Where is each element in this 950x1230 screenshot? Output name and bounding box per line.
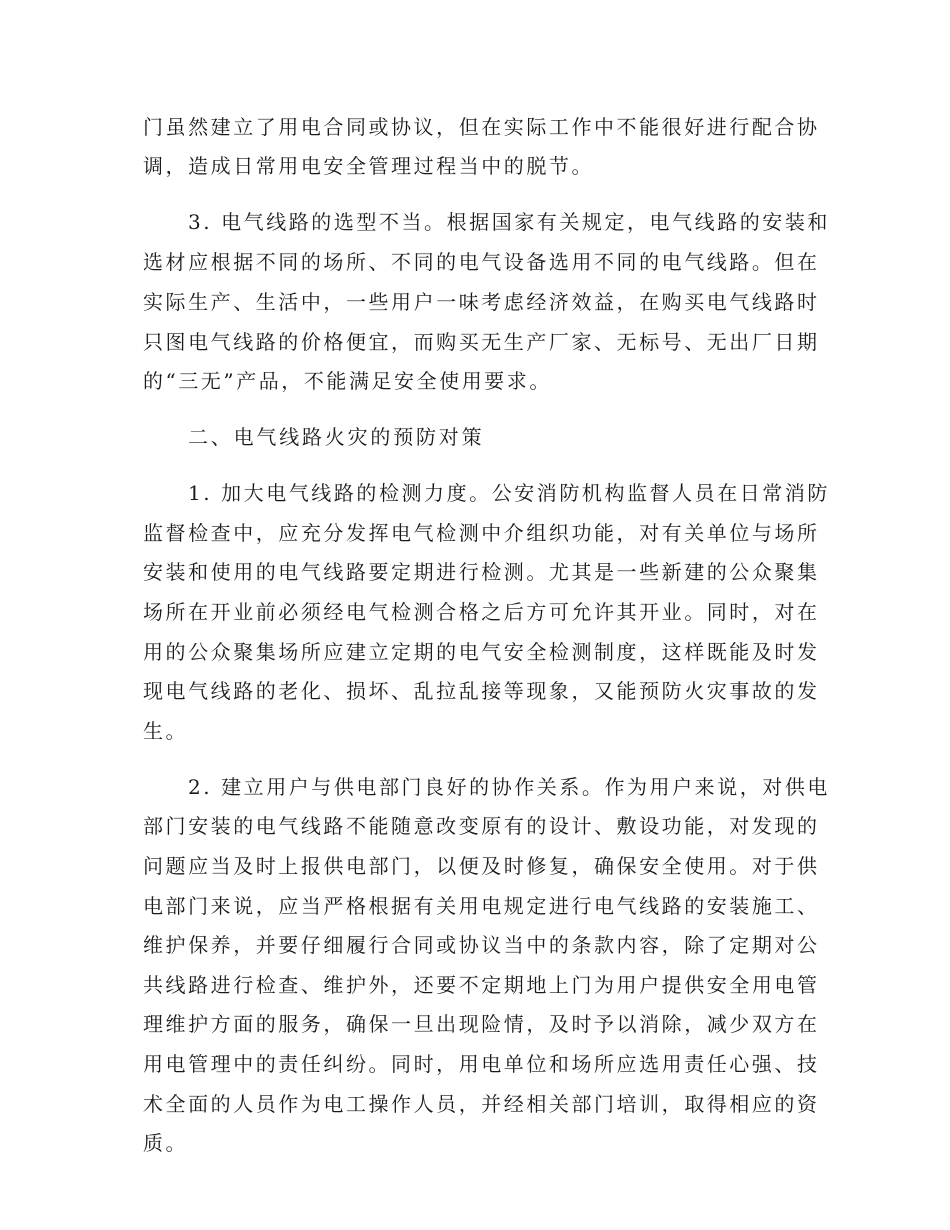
text-line: 选材应根据不同的场所、不同的电气设备选用不同的电气线路。但在 (143, 250, 820, 274)
text-line: 用的公众聚集场所应建立定期的电气安全检测制度，这样既能及时发 (143, 640, 820, 664)
text-line: 问题应当及时上报供电部门，以便及时修复，确保安全使用。对于供 (143, 854, 820, 878)
text-line: 用电管理中的责任纠纷。同时，用电单位和场所应选用责任心强、技 (143, 1052, 820, 1076)
text-line: 生。 (143, 719, 189, 743)
section-heading: 二、电气线路火灾的预防对策 (188, 425, 485, 449)
text-line: 部门安装的电气线路不能随意改变原有的设计、敷设功能，对发现的 (143, 814, 820, 838)
text-line: 监督检查中，应充分发挥电气检测中介组织功能，对有关单位与场所 (143, 521, 820, 545)
text-line: 术全面的人员作为电工操作人员，并经相关部门培训，取得相应的资 (143, 1092, 820, 1116)
text-line: 调，造成日常用电安全管理过程当中的脱节。 (143, 154, 594, 178)
text-line: 共线路进行检查、维护外，还要不定期地上门为用户提供安全用电管 (143, 973, 820, 997)
text-line: 门虽然建立了用电合同或协议，但在实际工作中不能很好进行配合协 (143, 115, 820, 139)
text-line: 质。 (143, 1131, 189, 1155)
text-line: 维护保养，并要仔细履行合同或协议当中的条款内容，除了定期对公 (143, 933, 820, 957)
text-line: 理维护方面的服务，确保一旦出现险情，及时予以消除，减少双方在 (143, 1012, 820, 1036)
text-line: 安装和使用的电气线路要定期进行检测。尤其是一些新建的公众聚集 (143, 560, 820, 584)
text-line: 2. 建立用户与供电部门良好的协作关系。作为用户来说，对供电 (188, 775, 830, 799)
text-line: 现电气线路的老化、损坏、乱拉乱接等现象，又能预防火灾事故的发 (143, 679, 820, 703)
text-line: 3. 电气线路的选型不当。根据国家有关规定，电气线路的安装和 (188, 210, 830, 234)
text-line: 的“三无”产品，不能满足安全使用要求。 (143, 369, 552, 393)
text-line: 电部门来说，应当严格根据有关用电规定进行电气线路的安装施工、 (143, 894, 820, 918)
text-line: 场所在开业前必须经电气检测合格之后方可允许其开业。同时，对在 (143, 600, 820, 624)
text-line: 实际生产、生活中，一些用户一味考虑经济效益，在购买电气线路时 (143, 290, 820, 314)
text-line: 只图电气线路的价格便宜，而购买无生产厂家、无标号、无出厂日期 (143, 330, 820, 354)
text-line: 1. 加大电气线路的检测力度。公安消防机构监督人员在日常消防 (188, 481, 830, 505)
